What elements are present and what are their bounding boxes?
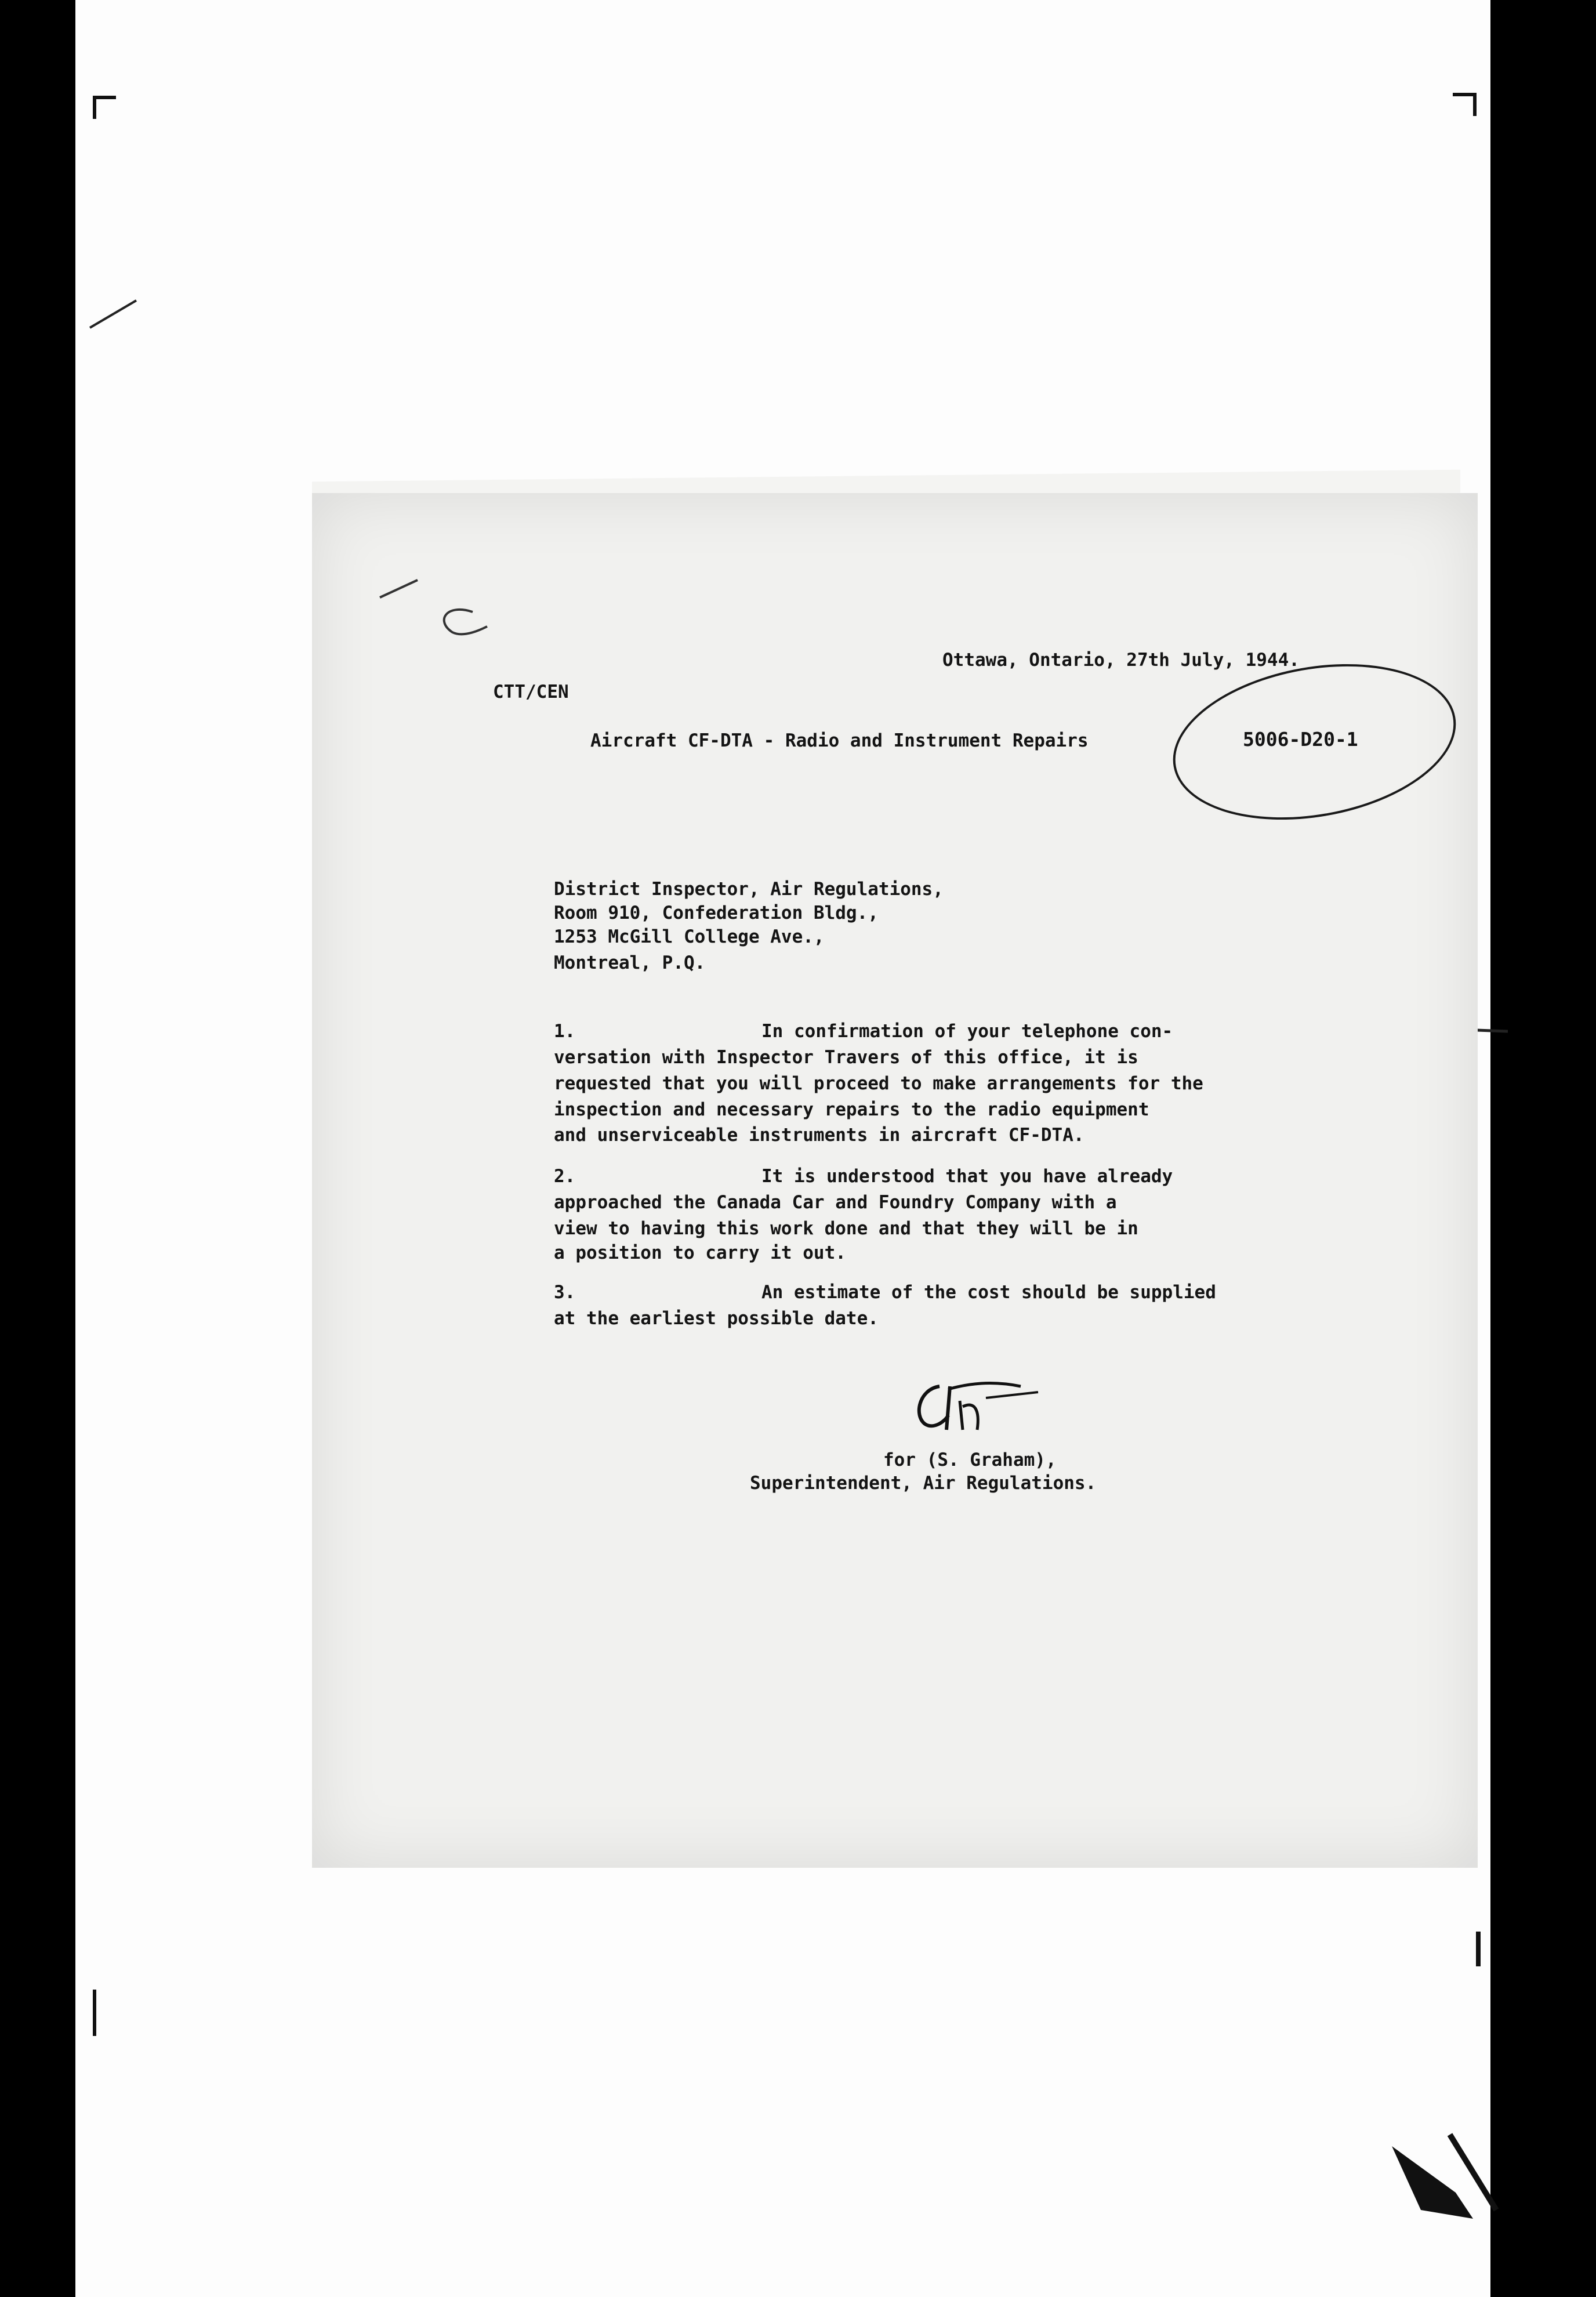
paragraph-number: 3. — [554, 1282, 576, 1303]
crop-mark-top-left-horizontal — [93, 96, 116, 99]
paragraph-line: It is understood that you have already — [761, 1166, 1173, 1187]
paragraph-line: versation with Inspector Travers of this office, it is — [554, 1047, 1138, 1068]
address-line: District Inspector, Air Regulations, — [554, 879, 944, 900]
address-line: 1253 McGill College Ave., — [554, 926, 825, 947]
address-line: Montreal, P.Q. — [554, 952, 706, 973]
signature-title-line: Superintendent, Air Regulations. — [750, 1473, 1097, 1494]
reference-initials: CTT/CEN — [493, 682, 569, 702]
crop-mark-bottom-left — [93, 1990, 96, 2036]
paragraph-line: and unserviceable instruments in aircraft CF-DTA. — [554, 1125, 1084, 1146]
paragraph-line: a position to carry it out. — [554, 1242, 846, 1263]
address-line: Room 910, Confederation Bldg., — [554, 903, 879, 923]
paragraph-line: view to having this work done and that they will be in — [554, 1218, 1138, 1239]
crop-mark-top-right-horizontal — [1453, 93, 1476, 96]
film-damage — [1386, 2123, 1502, 2222]
letter-subject: Aircraft CF-DTA - Radio and Instrument Repairs — [590, 730, 1089, 751]
paragraph-number: 1. — [554, 1021, 576, 1042]
paragraph-line: approached the Canada Car and Foundry Company with a — [554, 1192, 1117, 1213]
handwritten-initials-signature — [905, 1375, 1055, 1439]
crop-mark-bottom-right — [1476, 1932, 1481, 1966]
film-scratch — [87, 296, 139, 331]
paragraph-line: An estimate of the cost should be supplied — [761, 1282, 1216, 1303]
file-number: 5006-D20-1 — [1243, 728, 1358, 751]
paragraph-number: 2. — [554, 1166, 576, 1187]
paragraph-line: requested that you will proceed to make arrangements for the — [554, 1073, 1203, 1094]
letter-date: Ottawa, Ontario, 27th July, 1944. — [942, 650, 1300, 671]
crop-mark-top-left — [93, 96, 96, 119]
paragraph-line: In confirmation of your telephone con- — [761, 1021, 1173, 1042]
crop-mark-top-right — [1473, 93, 1477, 116]
paragraph-line: at the earliest possible date. — [554, 1308, 879, 1329]
signature-for-line: for (S. Graham), — [883, 1450, 1057, 1470]
pencil-margin-mark — [371, 557, 499, 644]
paragraph-line: inspection and necessary repairs to the radio equipment — [554, 1099, 1149, 1120]
